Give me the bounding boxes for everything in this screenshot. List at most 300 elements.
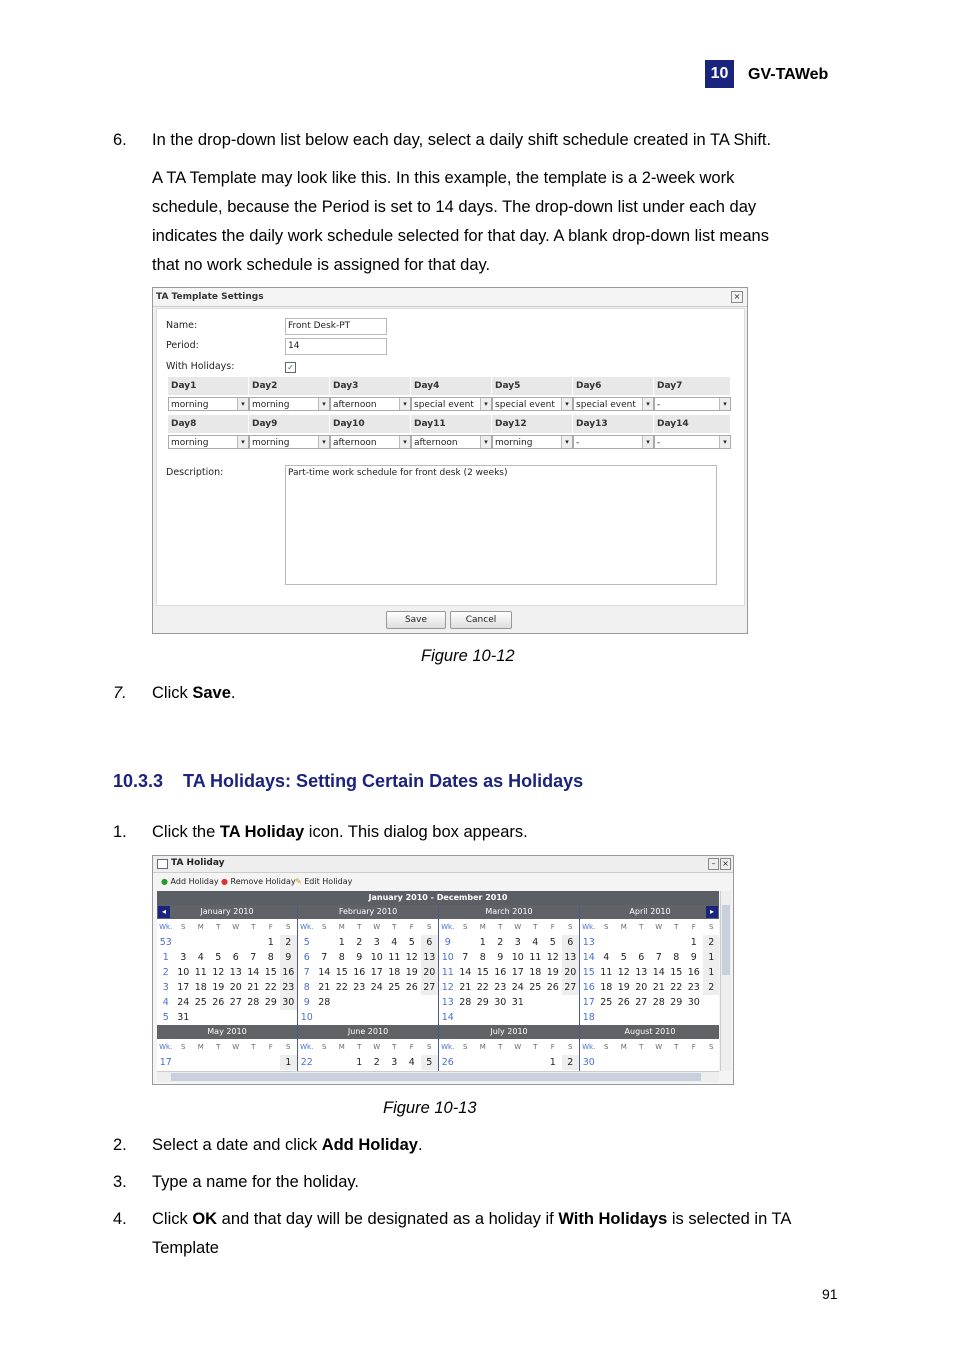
add-icon: ●: [161, 877, 168, 886]
day-select[interactable]: morning ▾: [168, 435, 249, 449]
calendar-day[interactable]: 15: [264, 967, 277, 978]
month-title: June 2010: [298, 1025, 438, 1039]
para-line: that no work schedule is assigned for that day.: [152, 256, 491, 274]
scrollbar-thumb[interactable]: [722, 905, 730, 975]
chevron-down-icon: ▾: [399, 398, 410, 410]
description-label: Description:: [166, 467, 224, 478]
ta-holiday-dialog: [152, 855, 734, 1085]
day-select[interactable]: afternoon ▾: [330, 435, 411, 449]
weekday-header: M: [197, 1043, 204, 1051]
calendar-day[interactable]: 6: [638, 952, 645, 963]
calendar-day[interactable]: 1: [479, 937, 486, 948]
day-header: Day14: [654, 415, 731, 433]
calendar-day[interactable]: 22: [264, 982, 277, 993]
calendar-day[interactable]: 7: [250, 952, 257, 963]
calendar-day[interactable]: 2: [497, 937, 504, 948]
day-select[interactable]: special event ▾: [492, 397, 573, 411]
calendar-day[interactable]: 4: [197, 952, 204, 963]
calendar-day[interactable]: 16: [353, 967, 366, 978]
day-select[interactable]: morning ▾: [249, 397, 330, 411]
calendar-day[interactable]: 25: [388, 982, 401, 993]
week-number: 8: [303, 982, 310, 993]
calendar-day[interactable]: 25: [600, 997, 613, 1008]
day-header: Day2: [249, 377, 330, 395]
weekday-header: F: [268, 923, 273, 931]
calendar-day[interactable]: 11: [194, 967, 207, 978]
calendar-day[interactable]: 15: [670, 967, 683, 978]
calendar-day[interactable]: 14: [318, 967, 331, 978]
week-number: 12: [441, 982, 454, 993]
day-select[interactable]: afternoon ▾: [330, 397, 411, 411]
weekday-header: F: [409, 1043, 414, 1051]
calendar-day[interactable]: 23: [494, 982, 507, 993]
calendar-day[interactable]: 1: [267, 937, 274, 948]
calendar-day[interactable]: 18: [388, 967, 401, 978]
calendar-day[interactable]: 11: [388, 952, 401, 963]
week-number: 15: [582, 967, 595, 978]
weekday-header: Wk.: [159, 923, 173, 931]
month-title: August 2010: [580, 1025, 719, 1039]
calendar-area: [157, 905, 719, 1071]
week-number: 30: [582, 1057, 595, 1068]
chevron-down-icon: ▾: [561, 398, 572, 410]
weekday-header: M: [620, 923, 627, 931]
calendar-day[interactable]: 28: [459, 997, 472, 1008]
step-number: 7.: [113, 684, 127, 702]
calendar-day[interactable]: 19: [617, 982, 630, 993]
save-button[interactable]: Save: [386, 611, 446, 629]
holidays-label: With Holidays:: [166, 361, 235, 372]
weekday-header: S: [427, 1043, 432, 1051]
calendar-day[interactable]: 16: [494, 967, 507, 978]
calendar-day[interactable]: 13: [635, 967, 648, 978]
calendar-day[interactable]: 16: [280, 965, 298, 980]
calendar-day[interactable]: 23: [687, 982, 700, 993]
calendar-day[interactable]: 11: [600, 967, 613, 978]
weekday-header: Wk.: [582, 1043, 596, 1051]
weekday-header: S: [181, 923, 186, 931]
week-number: 53: [159, 937, 172, 948]
weekday-header: T: [498, 1043, 503, 1051]
calendar-day[interactable]: 2: [373, 1057, 380, 1068]
weekday-header: Wk.: [441, 1043, 455, 1051]
calendar-day[interactable]: 1: [703, 950, 720, 965]
minimize-icon[interactable]: –: [708, 858, 719, 870]
calendar-day[interactable]: 15: [335, 967, 348, 978]
calendar-day[interactable]: 3: [373, 937, 380, 948]
calendar-day[interactable]: 26: [405, 982, 418, 993]
week-number: 3: [162, 982, 169, 993]
calendar-day[interactable]: 6: [562, 935, 580, 950]
calendar-day[interactable]: 24: [370, 982, 383, 993]
chevron-down-icon: ▾: [237, 398, 248, 410]
calendar-day[interactable]: 28: [247, 997, 260, 1008]
add-holiday-button[interactable]: ● Add Holiday: [161, 877, 219, 886]
calendar-day[interactable]: 14: [652, 967, 665, 978]
calendar-day[interactable]: 22: [335, 982, 348, 993]
calendar-day[interactable]: 9: [497, 952, 504, 963]
calendar-day[interactable]: 20: [421, 965, 439, 980]
weekday-header: T: [498, 923, 503, 931]
calendar-day[interactable]: 18: [194, 982, 207, 993]
calendar-day[interactable]: 5: [408, 937, 415, 948]
step6-paragraph: [152, 164, 769, 280]
calendar-day[interactable]: 10: [177, 967, 190, 978]
calendar-day[interactable]: 14: [247, 967, 260, 978]
dialog-body: [156, 308, 745, 606]
chevron-down-icon: ▾: [237, 436, 248, 448]
calendar-day[interactable]: 13: [229, 967, 242, 978]
step-number: 6.: [113, 131, 127, 149]
day-select[interactable]: afternoon ▾: [411, 435, 492, 449]
calendar-day[interactable]: 27: [562, 980, 580, 995]
weekday-header: T: [251, 923, 256, 931]
day-select[interactable]: morning ▾: [492, 435, 573, 449]
weekday-header: M: [338, 1043, 345, 1051]
day-header: Day10: [330, 415, 411, 433]
calendar-day[interactable]: 17: [370, 967, 383, 978]
calendar-day[interactable]: 2: [703, 980, 720, 995]
weekday-header: M: [479, 1043, 486, 1051]
calendar-day[interactable]: 8: [479, 952, 486, 963]
calendar-day[interactable]: 22: [476, 982, 489, 993]
day-select[interactable]: morning ▾: [249, 435, 330, 449]
step-text: Click OK and that day will be designated as a holiday if With Holidays is selected in TA Template: [152, 1210, 792, 1257]
calendar-day[interactable]: 12: [546, 952, 559, 963]
calendar-day[interactable]: 2: [356, 937, 363, 948]
weekday-header: S: [568, 923, 573, 931]
calendar-day[interactable]: 12: [405, 952, 418, 963]
weekday-header: T: [533, 923, 538, 931]
weekday-header: T: [639, 923, 644, 931]
calendar-day[interactable]: 22: [670, 982, 683, 993]
para-line: schedule, because the Period is set to 14 days. The drop-down list under each day: [152, 198, 757, 216]
dialog-titlebar: [153, 856, 733, 873]
calendar-day[interactable]: 23: [280, 980, 298, 995]
calendar-day[interactable]: 19: [212, 982, 225, 993]
weekday-header: W: [373, 1043, 381, 1051]
day-header: Day8: [168, 415, 249, 433]
calendar-day[interactable]: 30: [494, 997, 507, 1008]
week-number: 2: [162, 967, 169, 978]
weekday-header: F: [691, 1043, 696, 1051]
calendar-day[interactable]: 27: [421, 980, 439, 995]
step-text: Click Save.: [152, 684, 236, 702]
calendar-day[interactable]: 5: [620, 952, 627, 963]
figure-caption: Figure 10-13: [383, 1099, 477, 1117]
year-range-bar: January 2010 - December 2010: [157, 891, 719, 905]
calendar-day[interactable]: 10: [370, 952, 383, 963]
chevron-down-icon: ▾: [719, 398, 730, 410]
calendar-day[interactable]: 30: [687, 997, 700, 1008]
calendar-day[interactable]: 25: [529, 982, 542, 993]
step-text: Select a date and click Add Holiday.: [152, 1136, 423, 1154]
next-arrow-icon[interactable]: ▸: [706, 906, 718, 918]
calendar-day[interactable]: 20: [635, 982, 648, 993]
calendar-day[interactable]: 18: [600, 982, 613, 993]
weekday-header: Wk.: [441, 923, 455, 931]
vertical-scrollbar[interactable]: [720, 891, 731, 1071]
weekday-header: S: [709, 923, 714, 931]
name-input[interactable]: Front Desk-PT: [285, 318, 387, 335]
week-number: 17: [582, 997, 595, 1008]
calendar-day[interactable]: 21: [247, 982, 260, 993]
dialog-title: TA Holiday: [171, 858, 225, 868]
weekday-header: W: [232, 1043, 240, 1051]
weekday-header: M: [338, 923, 345, 931]
calendar-day[interactable]: 31: [511, 997, 524, 1008]
day-header: Day12: [492, 415, 573, 433]
calendar-day[interactable]: 9: [690, 952, 697, 963]
weekday-header: S: [463, 923, 468, 931]
chevron-down-icon: ▾: [642, 398, 653, 410]
weekday-header: F: [268, 1043, 273, 1051]
ta-template-dialog: [152, 287, 748, 634]
cancel-button[interactable]: Cancel: [450, 611, 512, 629]
weekday-header: T: [674, 923, 679, 931]
weekday-header: T: [533, 1043, 538, 1051]
calendar-day[interactable]: 5: [421, 1055, 439, 1070]
calendar-day[interactable]: 13: [421, 950, 439, 965]
month-title: March 2010: [439, 905, 579, 919]
scrollbar-thumb[interactable]: [171, 1073, 701, 1081]
calendar-day[interactable]: 21: [652, 982, 665, 993]
calendar-day[interactable]: 21: [318, 982, 331, 993]
weekday-header: T: [392, 1043, 397, 1051]
calendar-day[interactable]: 29: [670, 997, 683, 1008]
calendar-day[interactable]: 2: [562, 1055, 580, 1070]
calendar-day[interactable]: 19: [546, 967, 559, 978]
close-icon[interactable]: ×: [720, 858, 731, 870]
week-number: 9: [444, 937, 451, 948]
calendar-day[interactable]: 31: [177, 1012, 190, 1023]
chevron-down-icon: ▾: [642, 436, 653, 448]
section-heading: 10.3.3 TA Holidays: Setting Certain Dates as Holidays: [113, 771, 584, 791]
month-title: May 2010: [157, 1025, 297, 1039]
weekday-header: Wk.: [582, 923, 596, 931]
day-select[interactable]: morning ▾: [168, 397, 249, 411]
calendar-day[interactable]: 8: [267, 952, 274, 963]
calendar-day[interactable]: 4: [603, 952, 610, 963]
calendar-day[interactable]: 8: [673, 952, 680, 963]
calendar-day[interactable]: 1: [690, 937, 697, 948]
weekday-header: T: [216, 923, 221, 931]
calendar-day[interactable]: 5: [549, 937, 556, 948]
calendar-day[interactable]: 26: [212, 997, 225, 1008]
day-select[interactable]: special event ▾: [411, 397, 492, 411]
calendar-day[interactable]: 26: [546, 982, 559, 993]
calendar-day[interactable]: 27: [229, 997, 242, 1008]
calendar-day[interactable]: 6: [421, 935, 439, 950]
calendar-day[interactable]: 20: [229, 982, 242, 993]
weekday-header: Wk.: [300, 923, 314, 931]
calendar-day[interactable]: 3: [180, 952, 187, 963]
weekday-header: T: [216, 1043, 221, 1051]
calendar-day[interactable]: 8: [338, 952, 345, 963]
day-select[interactable]: special event ▾: [573, 397, 654, 411]
weekday-header: W: [514, 1043, 522, 1051]
week-number: 4: [162, 997, 169, 1008]
week-number: 16: [582, 982, 595, 993]
week-number: 7: [303, 967, 310, 978]
calendar-day[interactable]: 14: [459, 967, 472, 978]
weekday-header: W: [232, 923, 240, 931]
calendar-day[interactable]: 9: [280, 950, 298, 965]
day-select[interactable]: - ▾: [573, 435, 654, 449]
week-number: 5: [303, 937, 310, 948]
calendar-day[interactable]: 24: [177, 997, 190, 1008]
calendar-day[interactable]: 13: [562, 950, 580, 965]
weekday-header: T: [674, 1043, 679, 1051]
weekday-header: S: [286, 1043, 291, 1051]
remove-icon: ●: [221, 877, 228, 886]
day-select[interactable]: - ▾: [654, 435, 731, 449]
weekday-header: S: [322, 923, 327, 931]
calendar-day[interactable]: 7: [462, 952, 469, 963]
weekday-header: S: [604, 1043, 609, 1051]
calendar-day[interactable]: 16: [687, 967, 700, 978]
calendar-day[interactable]: 1: [280, 1055, 298, 1070]
day-header: Day11: [411, 415, 492, 433]
day-header: Day5: [492, 377, 573, 395]
calendar-day[interactable]: 5: [215, 952, 222, 963]
week-number: 1: [162, 952, 169, 963]
calendar-day[interactable]: 28: [318, 997, 331, 1008]
day-header: Day4: [411, 377, 492, 395]
para-line: indicates the daily work schedule selected for that day. A blank drop-down list means: [152, 227, 769, 245]
calendar-day[interactable]: 25: [194, 997, 207, 1008]
week-number: 22: [300, 1057, 313, 1068]
weekday-header: S: [427, 923, 432, 931]
chevron-down-icon: ▾: [561, 436, 572, 448]
week-number: 10: [441, 952, 454, 963]
week-number: 13: [441, 997, 454, 1008]
step-number: 2.: [113, 1136, 127, 1154]
calendar-day[interactable]: 12: [617, 967, 630, 978]
calendar-day[interactable]: 1: [356, 1057, 363, 1068]
chevron-down-icon: ▾: [480, 436, 491, 448]
weekday-header: T: [357, 923, 362, 931]
weekday-header: F: [691, 923, 696, 931]
step-text: Type a name for the holiday.: [152, 1173, 359, 1191]
weekday-header: W: [655, 923, 663, 931]
week-number: 26: [441, 1057, 454, 1068]
edit-holiday-button[interactable]: ✎ Edit Holiday: [295, 877, 353, 886]
period-label: Period:: [166, 340, 199, 351]
calendar-day[interactable]: 1: [338, 937, 345, 948]
week-number: 13: [582, 937, 595, 948]
calendar-day[interactable]: 30: [280, 995, 298, 1010]
name-label: Name:: [166, 320, 198, 331]
step-number: 3.: [113, 1173, 127, 1191]
month-title: April 2010: [580, 905, 719, 919]
calendar-day[interactable]: 12: [212, 967, 225, 978]
calendar-day[interactable]: 23: [353, 982, 366, 993]
week-number: 18: [582, 1012, 595, 1023]
day-header: Day3: [330, 377, 411, 395]
calendar-day[interactable]: 1: [549, 1057, 556, 1068]
day-header: Day7: [654, 377, 731, 395]
calendar-day[interactable]: 4: [408, 1057, 415, 1068]
week-number: 14: [582, 952, 595, 963]
weekday-header: F: [550, 1043, 555, 1051]
day-select[interactable]: - ▾: [654, 397, 731, 411]
remove-holiday-button[interactable]: ● Remove Holiday: [221, 877, 296, 886]
close-icon[interactable]: ×: [731, 291, 743, 303]
weekday-header: S: [463, 1043, 468, 1051]
calendar-day[interactable]: 28: [652, 997, 665, 1008]
weekday-header: W: [655, 1043, 663, 1051]
calendar-day[interactable]: 26: [617, 997, 630, 1008]
calendar-day[interactable]: 7: [655, 952, 662, 963]
calendar-day[interactable]: 29: [264, 997, 277, 1008]
week-number: 5: [162, 1012, 169, 1023]
calendar-day[interactable]: 17: [177, 982, 190, 993]
calendar-day[interactable]: 7: [321, 952, 328, 963]
weekday-header: S: [568, 1043, 573, 1051]
weekday-header: S: [181, 1043, 186, 1051]
calendar-day[interactable]: 19: [405, 967, 418, 978]
calendar-day[interactable]: 21: [459, 982, 472, 993]
weekday-header: Wk.: [300, 1043, 314, 1051]
weekday-header: T: [639, 1043, 644, 1051]
weekday-header: W: [373, 923, 381, 931]
week-number: 9: [303, 997, 310, 1008]
calendar-day[interactable]: 6: [232, 952, 239, 963]
weekday-header: T: [357, 1043, 362, 1051]
calendar-day[interactable]: 2: [280, 935, 298, 950]
period-input[interactable]: 14: [285, 338, 387, 355]
calendar-day[interactable]: 3: [514, 937, 521, 948]
calendar-day[interactable]: 27: [635, 997, 648, 1008]
calendar-day[interactable]: 1: [703, 965, 720, 980]
horizontal-scrollbar[interactable]: [157, 1071, 719, 1082]
calendar-day[interactable]: 2: [703, 935, 720, 950]
prev-arrow-icon[interactable]: ◂: [158, 906, 170, 918]
weekday-header: Wk.: [159, 1043, 173, 1051]
weekday-header: S: [322, 1043, 327, 1051]
calendar-day[interactable]: 15: [476, 967, 489, 978]
calendar-day[interactable]: 11: [529, 952, 542, 963]
weekday-header: S: [286, 923, 291, 931]
calendar-day[interactable]: 29: [476, 997, 489, 1008]
calendar-day[interactable]: 10: [511, 952, 524, 963]
day-header: Day13: [573, 415, 654, 433]
description-textarea[interactable]: Part-time work schedule for front desk (2 weeks): [285, 465, 717, 585]
step-text: In the drop-down list below each day, select a daily shift schedule created in TA Shift.: [152, 131, 772, 149]
calendar-day[interactable]: 24: [511, 982, 524, 993]
weekday-header: M: [620, 1043, 627, 1051]
chevron-down-icon: ▾: [719, 436, 730, 448]
calendar-day[interactable]: 20: [562, 965, 580, 980]
week-number: 6: [303, 952, 310, 963]
calendar-day[interactable]: 4: [532, 937, 539, 948]
calendar-day[interactable]: 17: [511, 967, 524, 978]
calendar-day[interactable]: 18: [529, 967, 542, 978]
header-title: GV-TAWeb: [748, 66, 829, 83]
calendar-day[interactable]: 4: [391, 937, 398, 948]
weekday-header: F: [550, 923, 555, 931]
calendar-day[interactable]: 3: [391, 1057, 398, 1068]
week-number: 14: [441, 1012, 454, 1023]
with-holidays-checkbox[interactable]: ✓: [285, 362, 296, 373]
calendar-day[interactable]: 9: [356, 952, 363, 963]
weekday-header: T: [251, 1043, 256, 1051]
step-number: 4.: [113, 1210, 127, 1228]
month-title: January 2010: [157, 905, 297, 919]
edit-icon: ✎: [295, 877, 302, 886]
week-number: 17: [159, 1057, 172, 1068]
